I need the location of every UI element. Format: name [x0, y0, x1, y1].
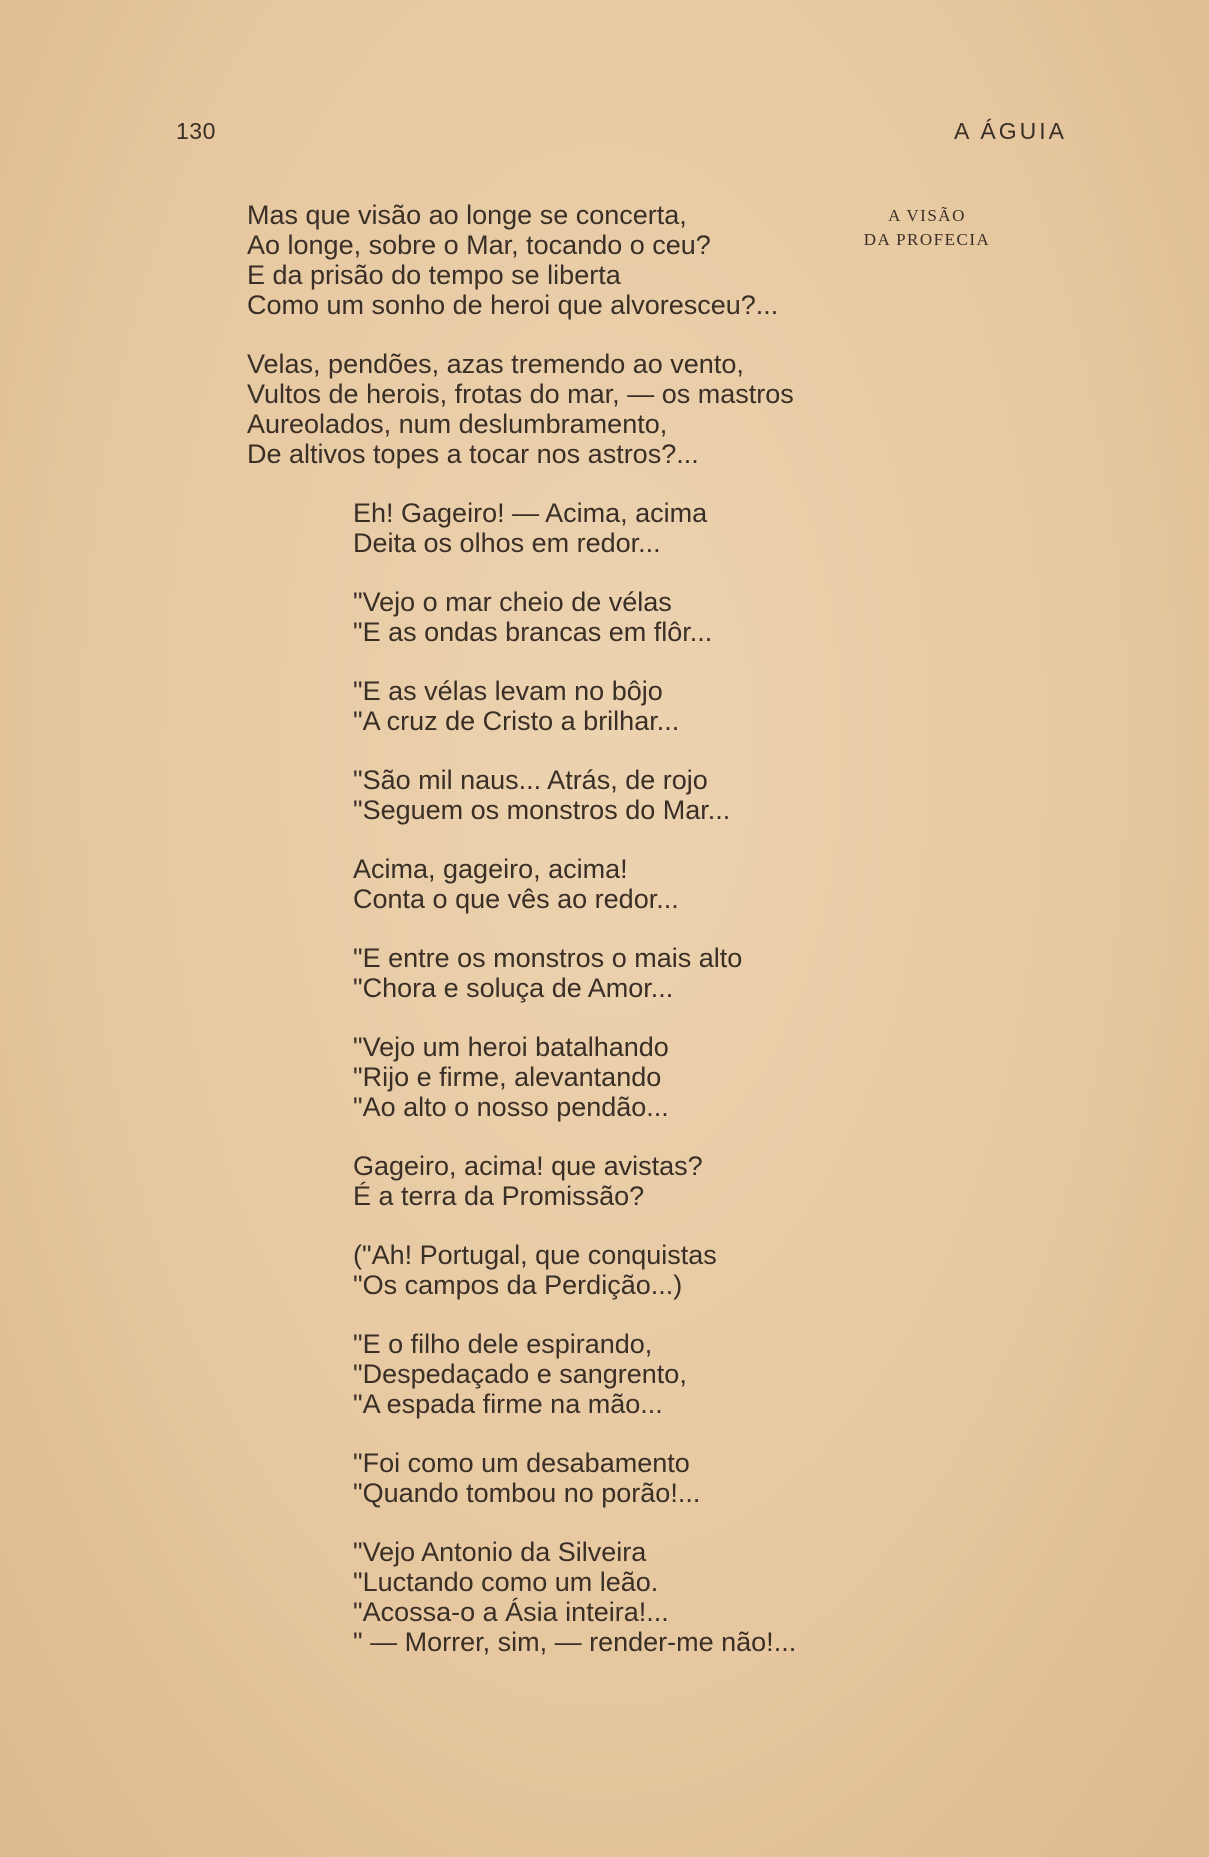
- margin-note-line: DA PROFECIA: [863, 230, 991, 249]
- verse-line: "Seguem os monstros do Mar...: [353, 795, 731, 825]
- verse-line: "Quando tombou no porão!...: [353, 1478, 701, 1508]
- stanza: [0, 943, 1209, 1003]
- stanza: [0, 587, 1209, 647]
- stanza: [0, 1151, 1209, 1211]
- verse-line: Aureolados, num deslumbramento,: [247, 409, 668, 439]
- verse-line: "A cruz de Cristo a brilhar...: [353, 706, 680, 736]
- verse-line: "A espada firme na mão...: [353, 1389, 663, 1419]
- verse-line: "Despedaçado e sangrento,: [353, 1359, 687, 1389]
- page-number: 130: [176, 118, 216, 144]
- verse-line: Deita os olhos em redor...: [353, 528, 661, 558]
- stanza: [0, 349, 1209, 469]
- verse-line: "Chora e soluça de Amor...: [353, 973, 674, 1003]
- stanza: [0, 1032, 1209, 1122]
- running-title: A ÁGUIA: [953, 118, 1067, 144]
- verse-line: "E o filho dele espirando,: [353, 1329, 653, 1359]
- verse-line: "E as vélas levam no bôjo: [353, 676, 663, 706]
- stanza: [0, 1240, 1209, 1300]
- verse-line: Gageiro, acima! que avistas?: [353, 1151, 703, 1181]
- verse-line: Velas, pendões, azas tremendo ao vento,: [247, 349, 744, 379]
- verse-line: Acima, gageiro, acima!: [353, 854, 628, 884]
- verse-line: ("Ah! Portugal, que conquistas: [353, 1240, 717, 1270]
- verse-line: "São mil naus... Atrás, de rojo: [353, 765, 708, 795]
- verse-line: É a terra da Promissão?: [353, 1181, 645, 1211]
- margin-note-line: A VISÃO: [888, 206, 966, 225]
- stanza: [0, 498, 1209, 558]
- stanza: [0, 765, 1209, 825]
- poem-body: [0, 200, 1209, 1686]
- verse-line: "Luctando como um leão.: [353, 1567, 659, 1597]
- verse-line: "Foi como um desabamento: [353, 1448, 690, 1478]
- verse-line: "Os campos da Perdição...): [353, 1270, 683, 1300]
- verse-line: "E entre os monstros o mais alto: [353, 943, 743, 973]
- stanza: [0, 1329, 1209, 1419]
- verse-line: "Vejo o mar cheio de vélas: [353, 587, 672, 617]
- stanza: [0, 200, 1209, 320]
- verse-line: Conta o que vês ao redor...: [353, 884, 679, 914]
- verse-line: "Vejo um heroi batalhando: [353, 1032, 669, 1062]
- stanza: [0, 854, 1209, 914]
- stanza: [0, 1448, 1209, 1508]
- verse-line: E da prisão do tempo se liberta: [247, 260, 621, 290]
- verse-line: "Rijo e firme, alevantando: [353, 1062, 662, 1092]
- stanza: [0, 676, 1209, 736]
- verse-line: "Acossa-o a Ásia inteira!...: [353, 1597, 669, 1627]
- verse-line: Como um sonho de heroi que alvoresceu?...: [247, 290, 779, 320]
- verse-line: "Ao alto o nosso pendão...: [353, 1092, 669, 1122]
- stanza: [0, 1537, 1209, 1657]
- verse-line: De altivos topes a tocar nos astros?...: [247, 439, 699, 469]
- verse-line: Eh! Gageiro! — Acima, acima: [353, 498, 708, 528]
- verse-line: "Vejo Antonio da Silveira: [353, 1537, 647, 1567]
- verse-line: "E as ondas brancas em flôr...: [353, 617, 713, 647]
- verse-line: Ao longe, sobre o Mar, tocando o ceu?: [247, 230, 711, 260]
- verse-line: Vultos de herois, frotas do mar, — os mastros: [247, 379, 794, 409]
- verse-line: " — Morrer, sim, — render-me não!...: [353, 1627, 797, 1657]
- verse-line: Mas que visão ao longe se concerta,: [247, 200, 687, 230]
